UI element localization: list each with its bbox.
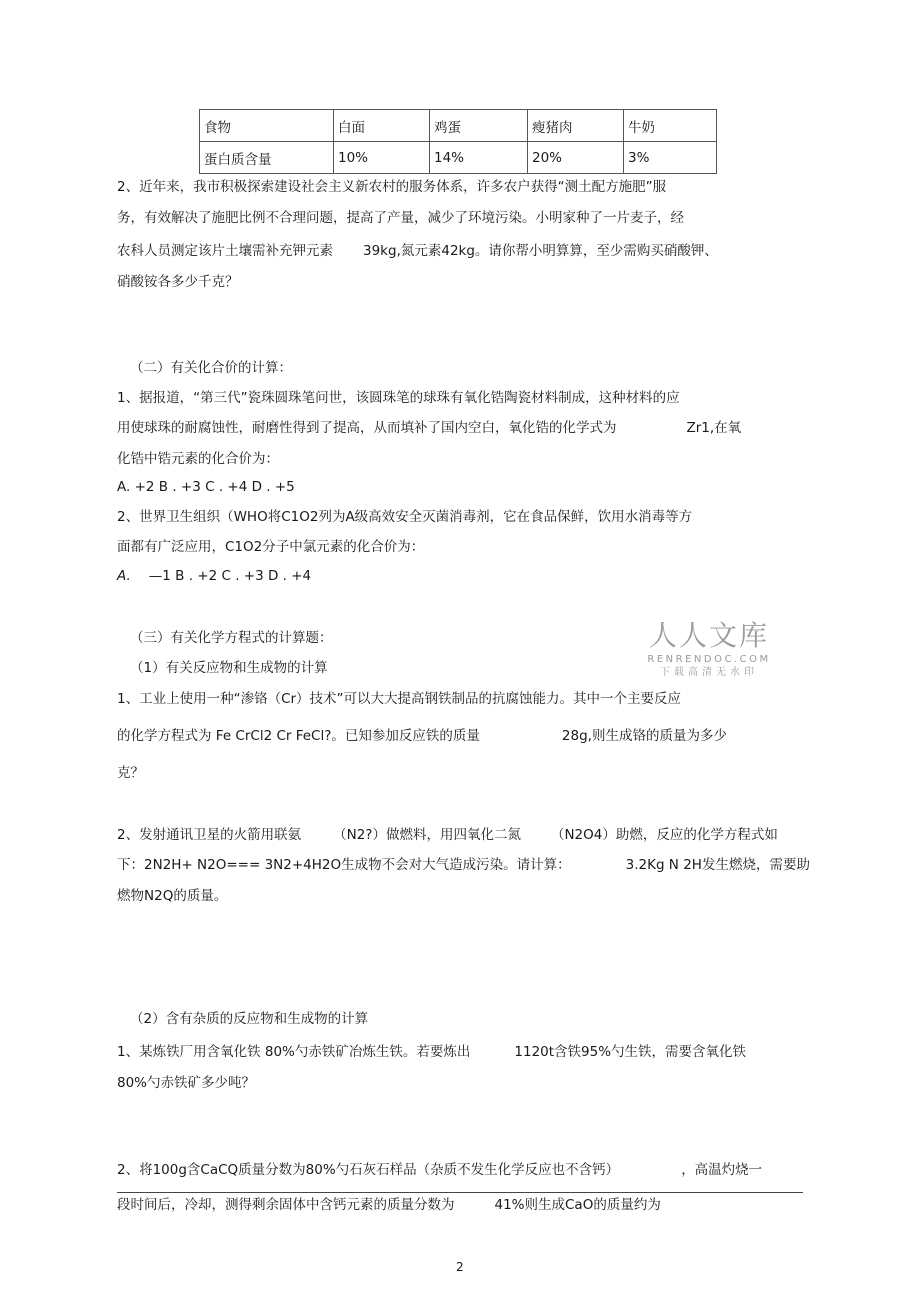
paragraph-line: 80%勺赤铁矿多少吨？ xyxy=(117,1075,256,1091)
answer-options xyxy=(117,570,311,584)
text-span: 2、发射通讯卫星的火箭用联氨 xyxy=(117,827,302,843)
text-span: A. xyxy=(117,568,131,584)
divider xyxy=(117,1192,803,1193)
text-span: 41%则生成CaO的质量约为 xyxy=(494,1197,661,1213)
text-span: 的化学方程式为 Fe CrCl2 Cr FeCl?。已知参加反应铁的质量 xyxy=(117,728,480,744)
section-heading: （二）有关化合价的计算： xyxy=(130,360,292,376)
paragraph-line xyxy=(117,1164,762,1178)
paragraph-line: 2、近年来，我市积极探索建设社会主义新农村的服务体系，许多农户获得“测土配方施肥”服 xyxy=(117,179,667,195)
text-span: —1 B . +2 C . +3 D . +4 xyxy=(148,568,312,584)
table-cell: 鸡蛋 xyxy=(430,110,528,142)
table-row xyxy=(200,110,717,142)
watermark-title: 人人文库 xyxy=(648,619,769,652)
paragraph-line: 面都有广泛应用，C1O2分子中氯元素的化合价为： xyxy=(117,539,425,555)
paragraph-line xyxy=(117,422,741,436)
paragraph-line: 1、工业上使用一种“渗铬（Cr）技术”可以大大提高钢铁制品的抗腐蚀能力。其中一个主要反应 xyxy=(117,691,682,707)
text-span: 段时间后，冷却，测得剩余固体中含钙元素的质量分数为 xyxy=(117,1197,455,1213)
page-number: 2 xyxy=(456,1260,464,1274)
text-span: 下：2N2H+ N2O=== 3N2+4H2O生成物不会对大气造成污染。请计算： xyxy=(117,857,571,873)
text-span: 2、将100g含CaCQ质量分数为80%勺石灰石样品（杂质不发生化学反应也不含钙） xyxy=(117,1162,620,1178)
paragraph-line xyxy=(117,1046,746,1060)
table-cell: 白面 xyxy=(334,110,430,142)
watermark-logo xyxy=(646,619,772,684)
answer-options: A. +2 B . +3 C . +4 D . +5 xyxy=(117,479,295,495)
paragraph-line xyxy=(117,859,810,873)
subsection-heading: （1）有关反应物和生成物的计算 xyxy=(130,660,328,676)
table-cell: 10% xyxy=(334,142,430,174)
section-heading: （三）有关化学方程式的计算题： xyxy=(130,630,333,646)
table-cell: 20% xyxy=(528,142,624,174)
text-span: 39kg,氮元素42kg。请你帮小明算算，至少需购买硝酸钾、 xyxy=(363,243,718,259)
text-span: （N2?）做燃料，用四氧化二氮 xyxy=(333,827,521,843)
table-cell: 瘦猪肉 xyxy=(528,110,624,142)
text-span: （N2O4）助燃，反应的化学方程式如 xyxy=(550,827,778,843)
text-span: ，高温灼烧一 xyxy=(681,1162,763,1178)
table-cell: 蛋白质含量 xyxy=(200,142,334,174)
paragraph-line: 化锆中锆元素的化合价为： xyxy=(117,451,279,467)
paragraph-line xyxy=(117,1199,661,1213)
table-cell: 食物 xyxy=(200,110,334,142)
text-span: 1、某炼铁厂用含氧化铁 80%勺赤铁矿冶炼生铁。若要炼出 xyxy=(117,1044,471,1060)
table-row xyxy=(200,142,717,174)
table-cell: 牛奶 xyxy=(624,110,717,142)
text-span: 1120t含铁95%勺生铁，需要含氧化铁 xyxy=(514,1044,747,1060)
text-span: 用使球珠的耐腐蚀性，耐磨性得到了提高，从而填补了国内空白，氧化锆的化学式为 xyxy=(117,420,617,436)
text-span: 28g,则生成铬的质量为多少 xyxy=(561,728,727,744)
paragraph-line xyxy=(117,245,718,259)
text-span: 3.2Kg N 2H发生燃烧，需要助 xyxy=(625,857,810,873)
text-span: Zr1,在氧 xyxy=(686,420,742,436)
watermark-domain: RENRENDOC.COM xyxy=(647,654,771,665)
paragraph-line: 硝酸铵各多少千克？ xyxy=(117,274,239,290)
paragraph-line: 2、世界卫生组织（WHO将C1O2列为A级高效安全灭菌消毒剂，它在食品保鲜，饮用水消毒等方 xyxy=(117,509,693,525)
protein-table xyxy=(199,109,717,174)
paragraph-line: 1、据报道，“第三代”瓷珠圆珠笔问世，该圆珠笔的球珠有氧化锆陶瓷材料制成，这种材料的应 xyxy=(117,390,680,406)
subsection-heading: （2）含有杂质的反应物和生成物的计算 xyxy=(130,1011,369,1027)
table-cell: 14% xyxy=(430,142,528,174)
paragraph-line xyxy=(117,829,778,843)
paragraph-line: 克？ xyxy=(117,765,144,781)
paragraph-line: 燃物N2Q的质量。 xyxy=(117,888,228,904)
watermark-subtitle: 下载高清无水印 xyxy=(660,667,758,678)
paragraph-line xyxy=(117,730,727,744)
table-cell: 3% xyxy=(624,142,717,174)
paragraph-line: 务，有效解决了施肥比例不合理问题，提高了产量，减少了环境污染。小明家种了一片麦子，经 xyxy=(117,210,684,226)
text-span: 农科人员测定该片土壤需补充钾元素 xyxy=(117,243,333,259)
